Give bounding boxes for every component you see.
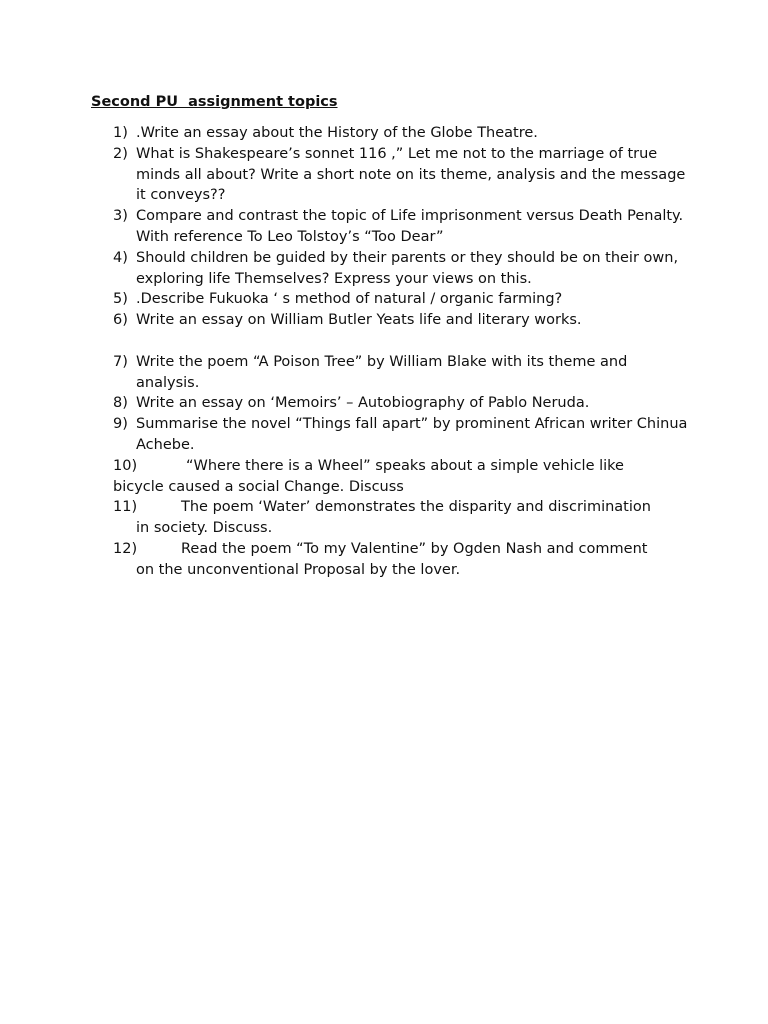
item-number: 8) <box>113 395 128 412</box>
item-number: 12) <box>113 540 138 557</box>
document-title: Second PU assignment topics <box>91 94 338 110</box>
item-text: Should children be guided by their parents or they should be on their own, exploring life Themselves? Express your views on this. <box>136 249 679 287</box>
item-number: 10) <box>113 457 138 474</box>
item-text-first-line: The poem ‘Water’ demonstrates the disparity and discrimination <box>181 499 651 516</box>
list-item <box>113 289 693 310</box>
list-item <box>113 144 693 206</box>
item-text: Write the poem “A Poison Tree” by William Blake with its theme and analysis. <box>136 353 628 391</box>
item-number: 11) <box>113 499 138 516</box>
list-item <box>113 248 693 290</box>
item-text: .Write an essay about the History of the Globe Theatre. <box>136 125 538 141</box>
list-item <box>113 352 693 394</box>
item-text: Write an essay on ‘Memoirs’ – Autobiography of Pablo Neruda. <box>136 395 590 412</box>
item-number: 6) <box>113 312 128 329</box>
list-item <box>113 539 693 581</box>
item-number: 9) <box>113 416 128 433</box>
item-text-continuation: bicycle caused a social Change. Discuss <box>113 478 404 495</box>
item-text: Summarise the novel “Things fall apart” by prominent African writer Chinua Achebe. <box>136 416 688 453</box>
item-text-continuation: in society. Discuss. <box>136 520 273 537</box>
item-text: What is Shakespeare’s sonnet 116 ,” Let me not to the marriage of true minds all about? Write a short note on its theme, analysis and the message it conveys?? <box>136 145 686 204</box>
item-number: 4) <box>113 249 128 266</box>
item-number: 5) <box>113 291 128 308</box>
item-number: 1) <box>113 125 128 141</box>
list-item <box>113 456 693 498</box>
list-item <box>113 123 693 144</box>
item-text-first-line: “Where there is a Wheel” speaks about a simple vehicle like <box>186 457 624 474</box>
list-item <box>113 393 693 414</box>
list-item <box>113 206 693 248</box>
list-item <box>113 310 693 331</box>
item-text: Write an essay on William Butler Yeats life and literary works. <box>136 312 582 329</box>
item-number: 3) <box>113 208 128 225</box>
item-text: .Describe Fukuoka ‘ s method of natural / organic farming? <box>136 291 563 308</box>
list-item <box>113 414 693 456</box>
item-text-first-line: Read the poem “To my Valentine” by Ogden Nash and comment <box>181 540 648 557</box>
item-number: 7) <box>113 353 128 370</box>
item-text-continuation: on the unconventional Proposal by the lover. <box>136 561 461 578</box>
item-text: Compare and contrast the topic of Life imprisonment versus Death Penalty. With reference To Leo Tolstoy’s “Too Dear” <box>136 208 684 245</box>
topic-list <box>113 123 693 581</box>
list-item <box>113 497 693 539</box>
item-number: 2) <box>113 145 128 162</box>
